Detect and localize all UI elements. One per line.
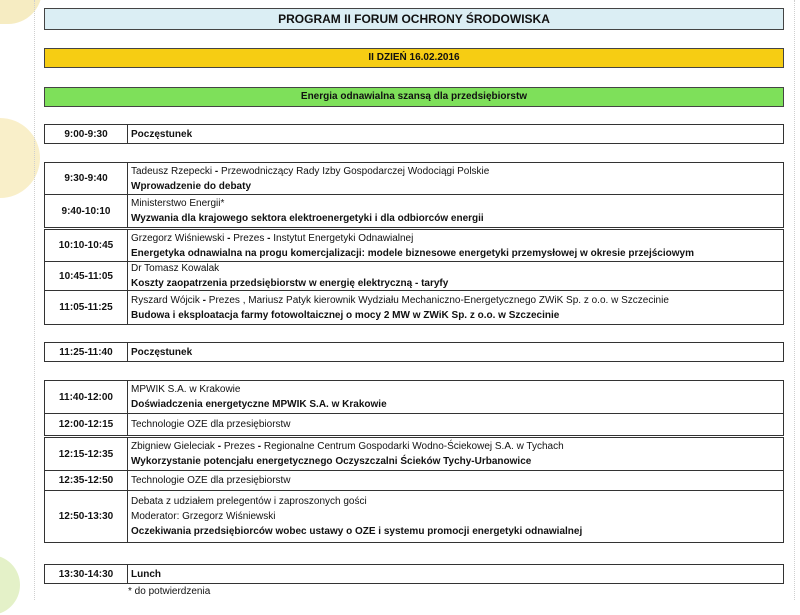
time-cell: 10:45-11:05 (45, 262, 128, 290)
content-cell (128, 491, 585, 542)
content-line (131, 417, 291, 432)
time-cell: 9:00-9:30 (45, 125, 128, 143)
gridline (34, 0, 35, 600)
schedule-row (44, 437, 784, 471)
schedule-row (44, 564, 784, 584)
schedule-row (44, 229, 784, 262)
time-cell: 11:25-11:40 (45, 343, 128, 361)
content-cell (128, 230, 697, 261)
content-line (131, 439, 564, 454)
footnote: * do potwierdzenia (128, 586, 211, 597)
day-header: II DZIEŃ 16.02.2016 (44, 48, 784, 68)
content-line (131, 246, 694, 261)
bold-text: Wykorzystanie potencjału energetycznego Oczyszczalni Ścieków Tychy-Urbanowice (131, 456, 532, 467)
text: Debata z udziałem prelegentów i zaproszonych gości (131, 496, 367, 507)
bold-text: Energetyka odnawialna na progu komercjalizacji: modele biznesowe energetyki przemysłowej w okresie przejściowym (131, 247, 694, 259)
text: Prezes , Mariusz Patyk kierownik Wydziału Mechaniczno-Energetycznego ZWiK Sp. z o.o. w Szczecinie (208, 294, 669, 306)
content-cell (128, 291, 672, 324)
bold-text: Poczęstunek (131, 128, 193, 140)
schedule-row (44, 471, 784, 491)
time-cell: 9:30-9:40 (45, 163, 128, 194)
content-cell (128, 262, 451, 290)
bold-text: - (254, 441, 264, 452)
content-cell (128, 381, 390, 413)
schedule-row (44, 195, 784, 228)
bold-text: Doświadczenia energetyczne MPWIK S.A. w Krakowie (131, 399, 387, 410)
decorative-shape-top (0, 0, 42, 24)
content-cell (128, 343, 195, 361)
text: Tadeusz Rzepecki (131, 165, 213, 177)
content-line (131, 454, 564, 469)
content-cell (128, 125, 195, 143)
content-line (131, 211, 484, 226)
time-cell: 11:40-12:00 (45, 381, 128, 413)
time-cell: 11:05-11:25 (45, 291, 128, 324)
content-cell (128, 471, 294, 490)
bold-text: Lunch (131, 568, 161, 580)
content-line (131, 567, 161, 582)
text: Przewodniczący Rady Izby Gospodarczej Wodociągi Polskie (221, 165, 490, 177)
bold-text: - (199, 294, 209, 306)
content-line (131, 262, 448, 276)
bold-text: - (264, 232, 274, 244)
text: Technologie OZE dla przesiębiorstw (131, 475, 291, 486)
text: MPWIK S.A. w Krakowie (131, 384, 241, 395)
schedule-row (44, 124, 784, 144)
content-cell (128, 565, 164, 583)
gridline (794, 0, 795, 600)
schedule-row (44, 291, 784, 325)
time-cell: 12:35-12:50 (45, 471, 128, 490)
session-theme: Energia odnawialna szansą dla przedsiębiorstw (44, 87, 784, 107)
content-line (131, 509, 582, 524)
content-line (131, 179, 489, 194)
time-cell: 13:30-14:30 (45, 565, 128, 583)
content-line (131, 397, 387, 412)
bold-text: Wyzwania dla krajowego sektora elektroenergetyki i dla odbiorców energii (131, 213, 484, 224)
content-cell (128, 195, 487, 227)
bold-text: Poczęstunek (131, 346, 193, 358)
content-line (131, 382, 387, 397)
schedule-row (44, 380, 784, 414)
bold-text: Wprowadzenie do debaty (131, 180, 252, 192)
text: Grzegorz Wiśniewski (131, 232, 225, 244)
bold-text: - (214, 441, 224, 452)
time-cell: 12:00-12:15 (45, 414, 128, 435)
text: Instytut Energetyki Odnawialnej (273, 232, 414, 244)
schedule-row (44, 414, 784, 436)
bold-text: Koszty zaopatrzenia przedsiębiorstw w energię elektryczną - taryfy (131, 278, 449, 289)
content-line (131, 494, 582, 509)
text: Ministerstwo Energii* (131, 198, 225, 209)
content-line (131, 524, 582, 539)
content-line (131, 293, 669, 308)
bold-text: Budowa i eksploatacja farmy fotowoltaicznej o mocy 2 MW w ZWiK Sp. z o.o. w Szczecinie (131, 309, 560, 321)
content-line (131, 473, 291, 488)
text: Dr Tomasz Kowalak (131, 263, 220, 274)
text: Technologie OZE dla przesiębiorstw (131, 419, 291, 430)
content-line (131, 276, 448, 290)
content-cell (128, 414, 294, 435)
decorative-circle-bottom (0, 555, 20, 615)
text: Prezes (223, 441, 255, 452)
text: Ryszard Wójcik (131, 294, 200, 306)
schedule-row (44, 342, 784, 362)
content-line (131, 345, 192, 360)
text: Zbigniew Gieleciak (131, 441, 215, 452)
content-line (131, 127, 192, 142)
bold-text: Oczekiwania przedsiębiorców wobec ustawy o OZE i systemu promocji energetyki odnawialnej (131, 526, 583, 537)
content-line (131, 196, 484, 211)
time-cell: 12:15-12:35 (45, 438, 128, 470)
content-cell (128, 163, 492, 194)
time-cell: 10:10-10:45 (45, 230, 128, 261)
schedule-row (44, 491, 784, 543)
time-cell: 9:40-10:10 (45, 195, 128, 227)
schedule-row (44, 162, 784, 195)
content-cell (128, 438, 567, 470)
schedule-row (44, 262, 784, 291)
content-line (131, 164, 489, 179)
bold-text: - (212, 165, 222, 177)
text: Prezes (233, 232, 265, 244)
text: Moderator: Grzegorz Wiśniewski (131, 511, 276, 522)
time-cell: 12:50-13:30 (45, 491, 128, 542)
bold-text: - (224, 232, 234, 244)
content-line (131, 308, 669, 323)
content-line (131, 231, 694, 246)
text: Regionalne Centrum Gospodarki Wodno-Ściekowej S.A. w Tychach (263, 441, 564, 452)
program-title: PROGRAM II FORUM OCHRONY ŚRODOWISKA (44, 8, 784, 30)
